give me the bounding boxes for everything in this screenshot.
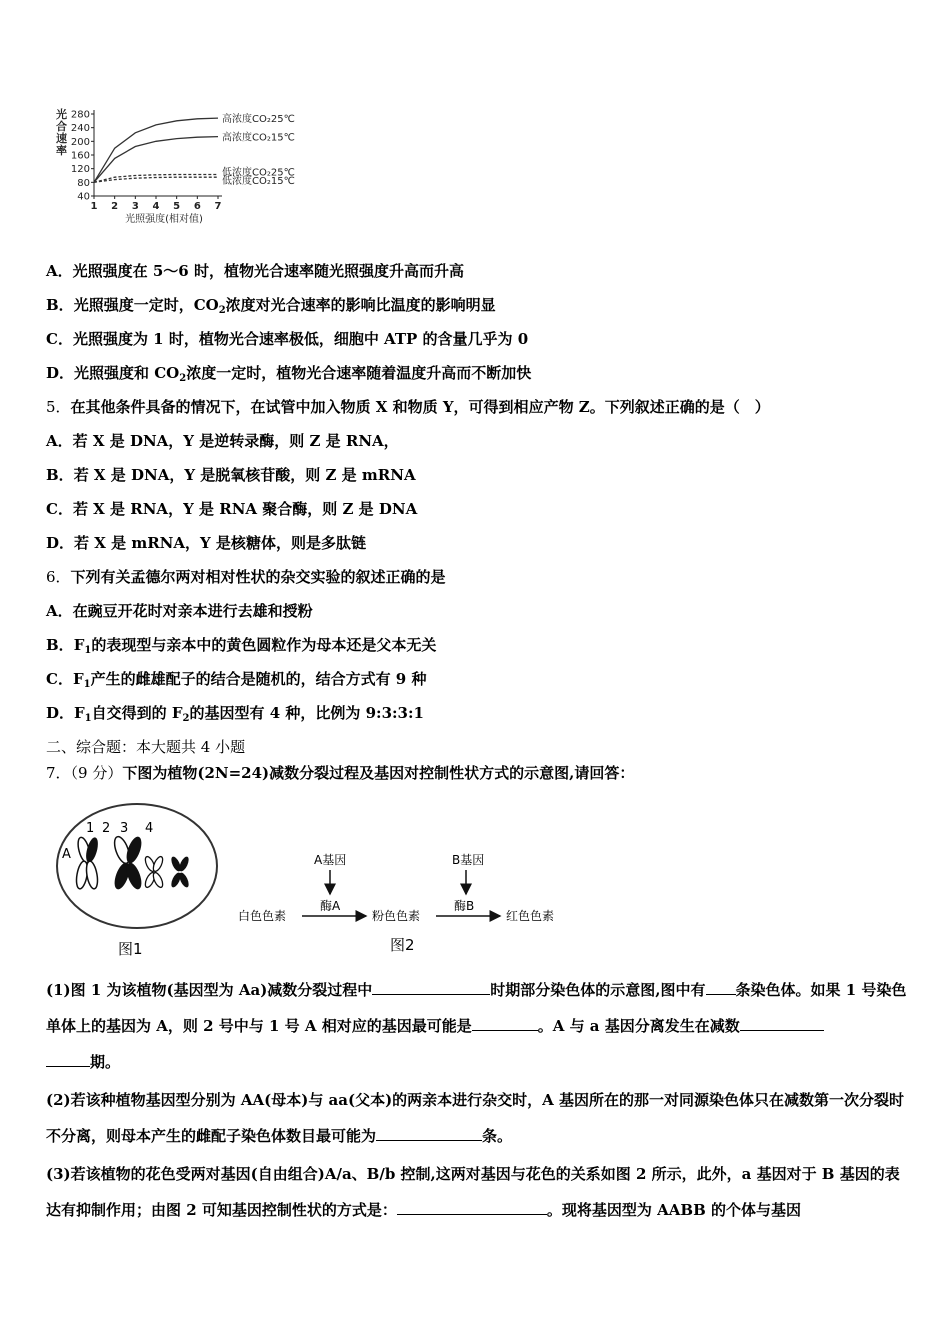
y-tick-label: 280 [70,109,90,121]
chromosome-pair-3 [112,835,145,891]
y-axis-label-char: 率 [56,144,67,157]
y-tick-label: 160 [70,150,90,162]
gene-label-a: A [62,847,71,862]
series-line-1 [94,118,218,182]
y-tick-label: 240 [70,123,90,135]
pigment-pink: 粉色色素 [372,909,421,923]
x-tick-label: 6 [193,201,201,212]
q6-stem: 6．下列有关孟德尔两对相对性状的杂交实验的叙述正确的是 [46,568,446,586]
blank-1[interactable] [372,980,490,995]
x-tick-label: 4 [152,201,160,212]
pigment-red: 红色色素 [506,909,555,923]
q4-option-a: A．光照强度在 5～6 时，植物光合速率随光照强度升高而升高 [46,262,464,280]
blank-5[interactable] [376,1126,482,1141]
y-tick-label: 40 [77,191,90,203]
enzyme-b-label: 酶B [454,899,475,913]
pigment-white: 白色色素 [238,909,287,923]
q7-part-1: (1)图 1 为该植物(基因型为 Aa)减数分裂过程中 时期部分染色体的示意图,图中有 条染色体。如果 1 号染色单体上的基因为 A，则 2 号中与 1 号 A 相对应的基因最可能是 。A 与 a 基因分离发生在减数 期。 [46,981,907,1071]
series-label-4: 低浓度CO₂15℃ [222,176,295,188]
chromosome-pair-4 [143,855,190,888]
y-axis-label-char: 光 [56,108,67,121]
figure-1-caption: 图1 [118,940,143,958]
x-tick-label: 3 [131,201,139,212]
q4-option-b: B．光照强度一定时，$CO_2$浓度对光合速率的影响比温度的影响明显 [46,296,496,316]
gene-b-label: B基因 [452,853,485,867]
chrom-num-2: 2 [102,821,111,836]
series-label-2: 高浓度CO₂15℃ [222,132,295,144]
q6-option-a: A．在豌豆开花时对亲本进行去雄和授粉 [46,602,313,620]
series-label-3: 低浓度CO₂25℃ [222,167,295,179]
series-label-1: 高浓度CO₂25℃ [222,114,295,126]
section-heading: 二、综合题：本大题共 4 小题 [46,738,246,756]
q5-option-d: D．若 X 是 mRNA，Y 是核糖体，则是多肽链 [46,534,366,552]
photosynthesis-chart [50,104,310,226]
q7-stem: 7．（9 分）下图为植物(2N=24)减数分裂过程及基因对控制性状方式的示意图,请回答： [46,764,635,782]
q6-option-d: D．$F_1$自交得到的 $F_2$的基因型有 4 种，比例为 9:3:3:1 [46,704,424,724]
figure-2-caption: 图2 [390,936,415,954]
q5-stem: 5．在其他条件具备的情况下，在试管中加入物质 X 和物质 Y，可得到相应产物 Z。下列叙述正确的是（ ） [46,398,770,416]
y-tick-label: 200 [70,136,90,148]
x-tick-label: 7 [214,201,222,212]
chrom-num-4: 4 [145,821,154,836]
q7-part-2: (2)若该种植物基因型分别为 AA(母本)与 aa(父本)的两亲本进行杂交时，A 基因所在的那一对同源染色体只在减数第一次分裂时不分离，则母本产生的雌配子染色体数目最可能为 条。 [46,1091,905,1145]
blank-3[interactable] [472,1016,538,1031]
blank-2[interactable] [706,980,736,995]
series-line-3 [94,175,218,183]
x-axis-label: 光照强度(相对值) [125,214,203,225]
q5-option-b: B．若 X 是 DNA，Y 是脱氧核苷酸，则 Z 是 mRNA [46,466,416,484]
y-tick-label: 120 [70,164,90,176]
blank-4[interactable] [740,1016,824,1031]
y-tick-label: 80 [77,177,90,189]
x-tick-label: 2 [111,201,119,212]
series-line-4 [94,177,218,182]
chromosome-pair-1-2 [75,836,101,890]
q6-option-c: C．$F_1$产生的雌雄配子的结合是随机的，结合方式有 9 种 [46,670,427,690]
q4-option-c: C．光照强度为 1 时，植物光合速率极低，细胞中 ATP 的含量几乎为 0 [46,330,529,348]
chrom-num-3: 3 [120,821,129,836]
x-tick-label: 5 [173,201,181,212]
q4-option-d: D．光照强度和 $CO_2$浓度一定时，植物光合速率随着温度升高而不断加快 [46,364,532,384]
figure-2-pathway-diagram [232,848,572,956]
figure-1-cell-diagram [52,798,222,958]
y-axis-label-char: 合 [56,120,67,133]
q5-option-a: A．若 X 是 DNA，Y 是逆转录酶，则 Z 是 RNA， [46,432,399,450]
blank-4-cont[interactable] [46,1052,90,1067]
x-tick-label: 1 [90,201,98,212]
q6-option-b: B．$F_1$的表现型与亲本中的黄色圆粒作为母本还是父本无关 [46,636,437,656]
q7-part-3: (3)若该植物的花色受两对基因(自由组合)A/a、B/b 控制,这两对基因与花色的关系如图 2 所示，此外，a 基因对于 B 基因的表达有抑制作用；由图 2 可知基因控制性状的方式是： 。现将基因型为 AABB 的个体与基因 [46,1165,900,1219]
enzyme-a-label: 酶A [320,899,341,913]
blank-6[interactable] [397,1200,547,1215]
y-axis-label-char: 速 [56,132,67,145]
gene-a-label: A基因 [314,853,347,867]
q5-option-c: C．若 X 是 RNA，Y 是 RNA 聚合酶，则 Z 是 DNA [46,500,418,518]
chrom-num-1: 1 [86,821,95,836]
